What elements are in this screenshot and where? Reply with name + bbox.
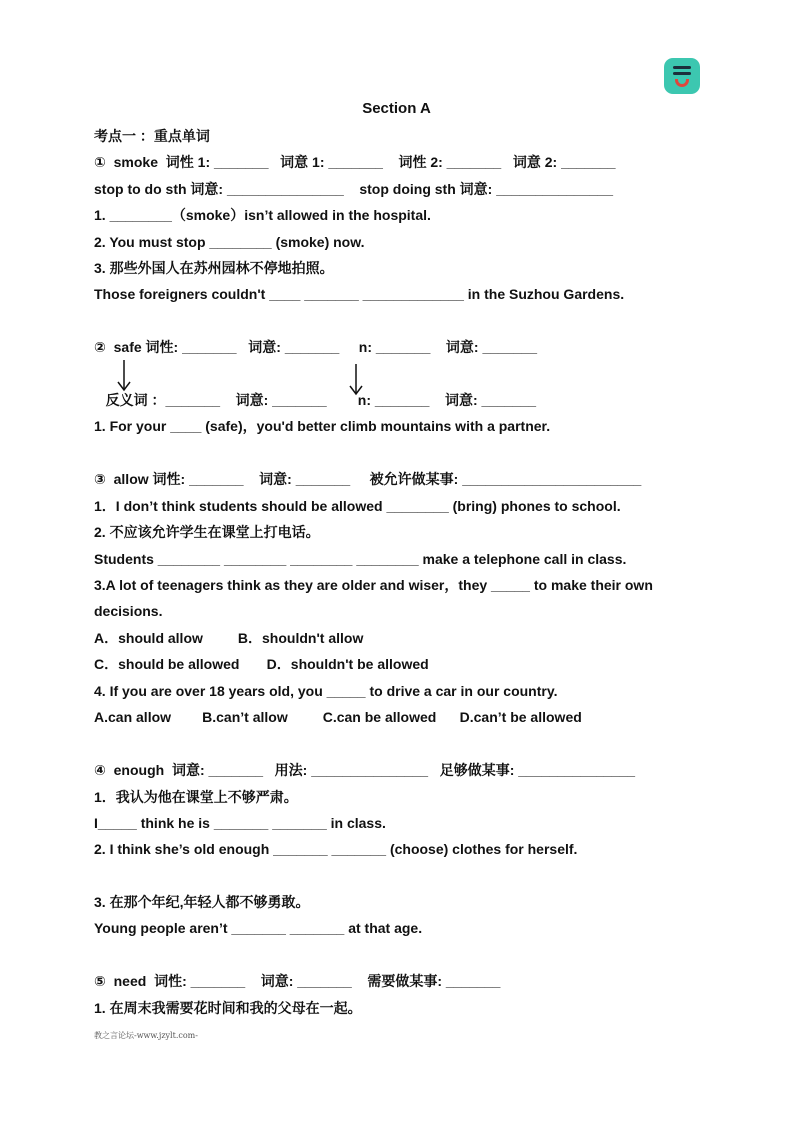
smoke-q3: 3. 那些外国人在苏州园林不停地拍照。 [94,260,334,276]
allow-q4-options: A.can allow B.can’t allow C.can be allowed D.can’t be allowed [94,709,582,725]
allow-q3-options-ab: A．should allow B．shouldn't allow [94,630,364,646]
allow-q2-answer: Students ________ ________ ________ ________ make a telephone call in class. [94,551,627,567]
enough-q2: 2. I think she’s old enough _______ _______ (choose) clothes for herself. [94,841,578,857]
smoke-q3-answer: Those foreigners couldn't ____ _______ _____________ in the Suzhou Gardens. [94,286,625,302]
smoke-line: ① smoke 词性 1: _______ 词意 1: _______ 词性 2: _______ 词意 2: _______ [94,154,616,170]
enough-q3: 3. 在那个年纪,年轻人都不够勇敢。 [94,894,310,910]
enough-q1-answer: I_____ think he is _______ _______ in class. [94,815,386,831]
allow-q3-options-cd: C．should be allowed D．shouldn't be allowed [94,656,429,672]
heading-key-words: 考点一 ：重点单词 [94,128,210,144]
logo-icon [664,58,700,94]
section-title: Section A [362,100,431,117]
stop-line: stop to do sth 词意: _______________ stop doing sth 词意: _______________ [94,181,613,197]
need-q1: 1. 在周末我需要花时间和我的父母在一起。 [94,1000,362,1016]
allow-line: ③ allow 词性: _______ 词意: _______ 被允许做某事: _______________________ [94,471,642,487]
down-arrow-icon [116,360,132,392]
smoke-q1: 1. ________（smoke）isn’t allowed in the hospital. [94,207,431,223]
enough-q3-answer: Young people aren’t _______ _______ at that age. [94,920,423,936]
allow-q4: 4. If you are over 18 years old, you _____ to drive a car in our country. [94,683,558,699]
allow-q3: 3.A lot of teenagers think as they are older and wiser，they _____ to make their own [94,577,653,593]
safe-q1: 1. For your ____ (safe)，you'd better climb mountains with a partner. [94,418,551,434]
allow-q3-cont: decisions. [94,603,163,619]
allow-q1: 1．I don’t think students should be allowed ________ (bring) phones to school. [94,498,621,514]
allow-q2: 2. 不应该允许学生在课堂上打电话。 [94,524,320,540]
safe-antonym-line: 反义词 ：_______ 词意: _______ n: _______ 词意: _______ [94,392,537,408]
enough-line: ④ enough 词意: _______ 用法: _______________ 足够做某事: _______________ [94,762,636,778]
smoke-q2: 2. You must stop ________ (smoke) now. [94,234,365,250]
footer-source: 教之言论坛-www.jzylt.com- [94,1031,198,1040]
enough-q1: 1．我认为他在课堂上不够严肃。 [94,789,298,805]
safe-line: ② safe 词性: _______ 词意: _______ n: _______ 词意: _______ [94,339,537,355]
need-line: ⑤ need 词性: _______ 词意: _______ 需要做某事: _______ [94,973,501,989]
